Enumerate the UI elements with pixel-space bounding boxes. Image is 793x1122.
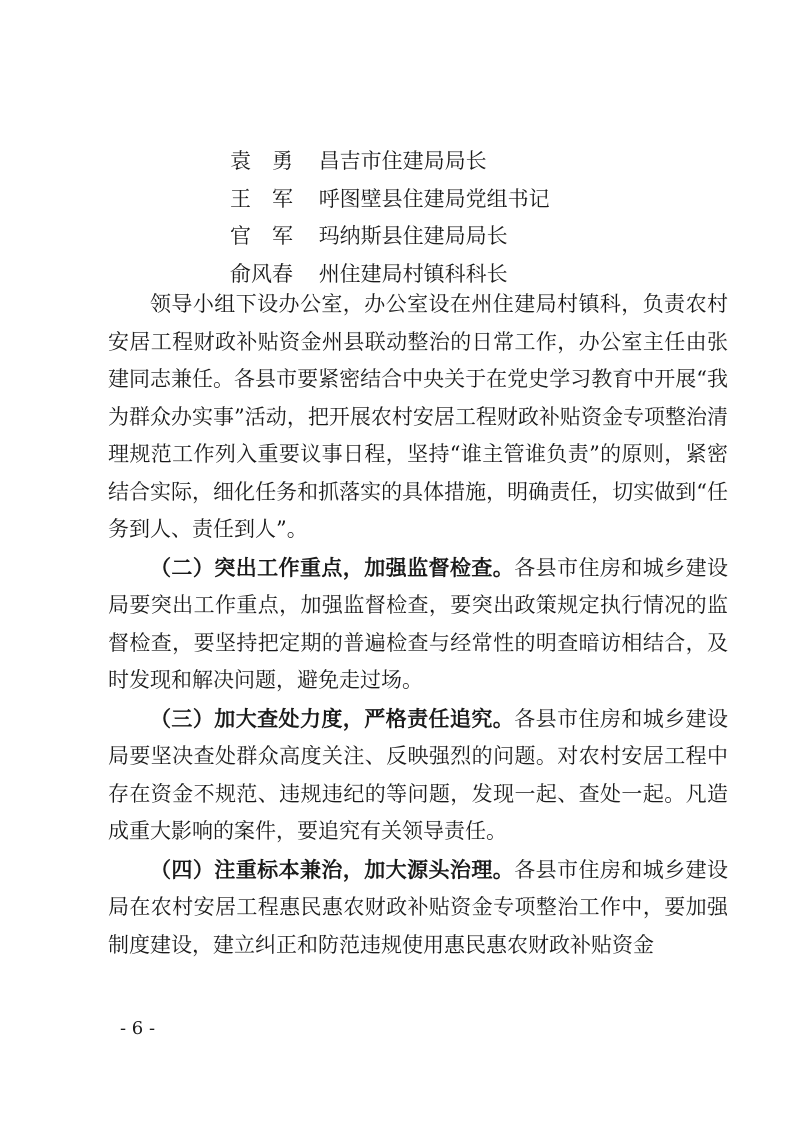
member-name: 俞风春 [230,261,293,286]
member-row [230,181,550,219]
member-role: 呼图壁县住建局党组书记 [318,186,550,211]
section-heading: （四）注重标本兼治，加大源头治理。 [150,856,515,882]
member-name: 官 军 [230,224,293,248]
section-heading: （二）突出工作重点，加强监督检查。 [150,554,515,580]
leadership-member-list [230,143,550,293]
member-row [230,218,550,256]
paragraph-text: 领导小组下设办公室，办公室设在州住建局村镇科，负责农村安居工程财政补贴资金州县联动整治的日常工作，办公室主任由张建同志兼任。各县市要紧密结合中央关于在党史学习教育中开展“我为群众办实事”活动，把开展农村安居工程财政补贴资金专项整治清理规范工作列入重要议事日程，坚持“谁主管谁负责”的原则，紧密结合实际，细化任务和抓落实的具体措施，明确责任，切实做到“任务到人、责任到人”。 [108,292,728,541]
paragraph-text: 各县市住房和城乡建设局要坚决查处群众高度关注、反映强烈的问题。对农村安居工程中存在资金不规范、违规违纪的等问题，发现一起、查处一起。凡造成重大影响的案件，要追究有关领导责任。 [108,706,729,843]
member-role: 昌吉市住建局局长 [318,149,487,173]
member-role: 玛纳斯县住建局局长 [318,224,508,248]
paragraph-text: 各县市住房和城乡建设局要突出工作重点，加强监督检查，要突出政策规定执行情况的监督检查，要坚持把定期的普遍检查与经常性的明查暗访相结合，及时发现和解决问题，避免走过场。 [108,555,729,692]
paragraph-office [108,286,728,549]
paragraph-section-four [108,851,728,965]
paragraph-section-two [108,549,728,700]
member-row [230,143,550,181]
body-text [108,286,728,964]
member-name: 袁 勇 [230,149,293,173]
paragraph-section-three [108,700,728,851]
paragraph-text: 各县市住房和城乡建设局在农村安居工程惠民惠农财政补贴资金专项整治工作中，要加强制度建设，建立纠正和防范违规使用惠民惠农财政补贴资金 [108,857,729,957]
member-name: 王 军 [230,186,293,211]
member-role: 州住建局村镇科科长 [318,261,508,286]
section-heading: （三）加大查处力度，严格责任追究。 [150,705,515,731]
page-number: - 6 - [120,1018,156,1039]
